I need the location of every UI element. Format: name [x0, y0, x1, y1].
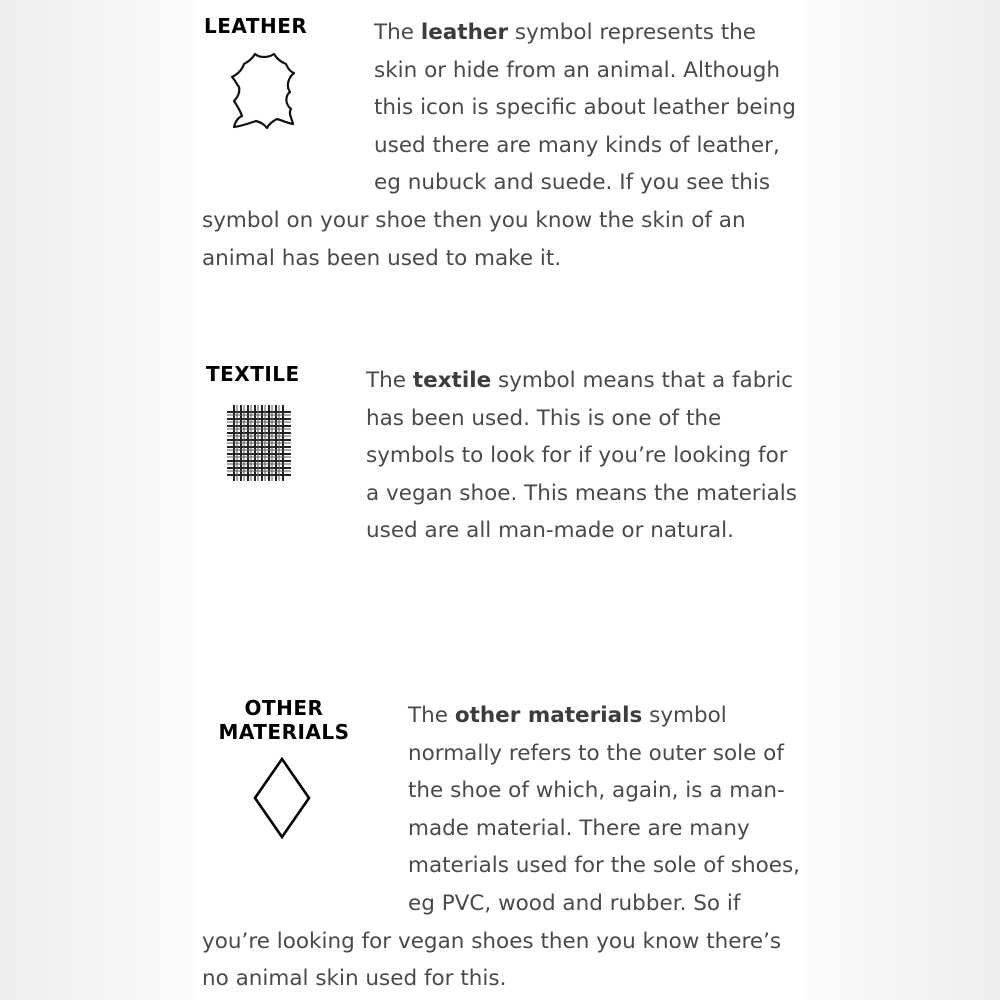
leather-description: [196, 14, 804, 277]
textile-title: TEXTILE: [206, 362, 300, 386]
desc-line: materials used for the sole of shoes,: [408, 853, 801, 879]
desc-line: used are all man-made or natural.: [366, 518, 734, 544]
leather-title: LEATHER: [204, 14, 308, 38]
desc-line: this icon is specific about leather being: [374, 95, 796, 121]
desc-line: made material. There are many: [408, 815, 750, 841]
desc-line: symbol on your shoe then you know the skin of an: [202, 207, 746, 233]
desc-line: a vegan shoe. This means the materials: [366, 480, 797, 506]
desc-line: symbols to look for if you’re looking for: [366, 443, 788, 469]
desc-line: The textile symbol means that a fabric: [366, 368, 794, 393]
other-materials-description: [196, 697, 804, 998]
desc-line: animal has been used to make it.: [202, 245, 562, 271]
document-page: [196, 0, 804, 1000]
desc-line: used there are many kinds of leather,: [374, 132, 780, 158]
desc-line: you’re looking for vegan shoes then you know there’s: [202, 928, 782, 954]
desc-line: The leather symbol represents the: [374, 20, 757, 45]
desc-line: The other materials symbol: [408, 703, 727, 728]
desc-line: normally refers to the outer sole of: [408, 740, 784, 766]
desc-line: has been used. This is one of the: [366, 405, 722, 431]
desc-line: skin or hide from an animal. Although: [374, 57, 781, 83]
desc-line: the shoe of which, again, is a man-: [408, 778, 785, 804]
title-line: MATERIALS: [218, 720, 350, 744]
desc-line: eg PVC, wood and rubber. So if: [408, 890, 741, 916]
title-line: OTHER: [244, 696, 324, 720]
textile-weave-icon: [224, 402, 296, 484]
desc-line: eg nubuck and suede. If you see this: [374, 170, 771, 196]
desc-line: no animal skin used for this.: [202, 966, 507, 992]
textile-description: [366, 362, 804, 550]
